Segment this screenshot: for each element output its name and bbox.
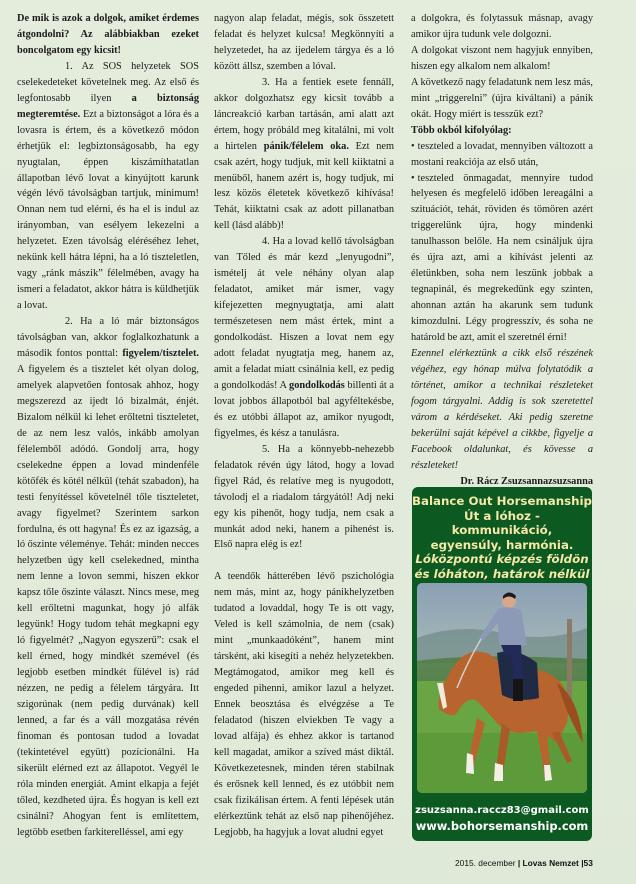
author-signature: Dr. Rácz Zsuzsannazsuzsanna <box>460 475 593 487</box>
footer-separator: | <box>581 858 584 868</box>
point-4-paragraph <box>214 234 394 441</box>
point-1-text: 1. Az SOS helyzetek SOS cselekedeteket követelnek meg. Az első és legfontosabb ilyen <box>17 60 199 104</box>
article-column-3 <box>411 11 593 490</box>
ad-title <box>412 494 592 552</box>
ad-title-line-3: egyensúly, harmónia. <box>430 537 574 552</box>
ad-subtitle <box>412 552 592 581</box>
continuation-paragraph: a dolgokra, és folytassuk másnap, avagy amikor újra tudunk vele dolgozni. <box>411 13 593 40</box>
point-4-text: 4. Ha a lovad kellő távolságban van Tőled és már kezd „lenyugodni”, ismételj át vele néhány olyan alap feladatot, amiket már ismer, vagy kifejezetten megnyugtatja, ami alatt természetesen nem mást értek, mint a gondolkodást. Hiszen a lovat nem egy adott feladat nyugtatja meg, hanem az, amit a feladat miatt csinálnia kell, ez pedig a gondolkodás! A <box>214 236 394 391</box>
intro-text: De mik is azok a dolgok, amiket érdemes átgondolni? Az alábbiakban ezeket boncolgatom egy kicsit! <box>17 13 199 56</box>
point-2-emphasis: figyelem/tisztelet. <box>122 348 199 360</box>
ad-email: zsuzsanna.raccz83@gmail.com <box>415 805 589 816</box>
paragraph-gap <box>214 553 394 569</box>
point-4-emphasis: gondolkodás <box>289 379 345 391</box>
closing-paragraph: Ezennel elérkeztünk a cikk első részének végéhez, egy hónap múlva folytatódik a történet, amikor a technikai részleteket fogom tárgyalni. Addig is sok szeretettel várom a kérdéseket. Aki pedig szeretne bekerülni saját képével a cikkbe, figyelje a Facebook oldalunkat, és kövesse a részleteket! <box>411 348 593 471</box>
reasons-heading <box>411 123 593 139</box>
reasons-heading-text: Több okból kifolyólag: <box>411 124 512 136</box>
ad-subtitle-line-1: Lóközpontú képzés földön <box>415 552 589 566</box>
intro-paragraph <box>17 11 199 59</box>
bullet-item: • teszteled önmagadat, mennyire tudod helyesen és megfelelő időben lereagálni a szituációt, tehát, röviden és tömören azért triggerelünk újra, hogy mindenki tanulhasson belőle. Ha nem csináljuk újra és újra azt, ami a kihívást jelenti az életünkben, soha nem leszünk jobbak a tegnapinál, és megrekedünk egy szinten, ahonnan aztán ha akarunk sem tudunk kimozdulni. Légy progresszív, és soha ne határold be azt, amit el szeretnél érni! <box>411 171 593 346</box>
article-column-1 <box>17 11 199 841</box>
point-3-text: 3. Ha a fentiek esete fennáll, akkor dolgozhatsz egy kicsit tovább a láncreakció karban tartásán, ami alatt azt értem, hogy próbáld meg kitalálni, mi volt a hirtelen <box>214 76 394 152</box>
paragraph: A következő nagy feladatunk nem lesz más, mint „triggerelni” (újra kiváltani) a pánik okát. Hogy miért is tesszük ezt? <box>411 76 593 120</box>
continuation-paragraph: nagyon alap feladat, mégis, sok összetett feladat és helyzet kulcsa! Megkönnyíti a helyzetedet, ha az ijedelem tárgya és a ló között állsz, szemben a lóval. <box>214 13 394 72</box>
ad-title-line-2: Út a lóhoz - kommunikáció, <box>451 508 553 537</box>
bullet-item: • teszteled a lovadat, mennyiben változott a mostani reakciója az első után, <box>411 139 593 171</box>
magazine-name: Lovas Nemzet <box>522 858 579 868</box>
ad-subtitle-line-2: és lóháton, határok nélkül <box>414 566 590 581</box>
paragraph: A dolgokat viszont nem hagyjuk ennyiben, hiszen egy alkalom nem alkalom! <box>411 44 593 72</box>
page-number: 53 <box>583 858 593 868</box>
psychology-paragraph: A teendők hátterében lévő pszichológia nem más, mint az, hogy pánikhelyzetben tudatod a lovaddal, hogy Te is ott vagy, Veled is kell számolnia, de nem (csak) mint „munkaadóként”, hanem mint társként, aki kisegíti a nehéz helyzetekben. Megtámogatod, amikor meg kell és engeded pihenni, amikor lazul a helyzet. Ennek beosztása és elvégzése a Te feladatod (hiszen elviekben Te vagy a lovad alfája) és ehhez akkor is tartanod kell magadat, amikor a szíved mást diktál. Következetesnek, minden téren stabilnak és erősnek kell lenned, és ez utóbbit nem csak fizikálisan értem. A fenti lépések után elérkeztünk tehát az első nap pihenőjéhez. Legjobb, ha hagyjuk a lovat aludni egyet <box>214 571 394 838</box>
point-5-paragraph: 5. Ha a könnyebb-nehezebb feladatok révén úgy látod, hogy a lovad figyel Rád, és relatíve meg is nyugodott, távolodj el a riadalom tárgyától! Adj neki egy kis pihenőt, hogy tudja, nem csak a munkát adod neki, hanem a pihenést is. Első napra elég is ez! <box>214 443 394 551</box>
ad-website: www.bohorsemanship.com <box>415 819 589 833</box>
point-2-text: 2. Ha a ló már biztonságos távolságban van, akkor foglalkozhatunk a második fontos ponttal: <box>17 316 199 360</box>
advertisement-box <box>412 487 592 841</box>
point-2-rest: A figyelem és a tisztelet két olyan dolog, amelyek alapvetően fontosak ahhoz, hogy megszerezd az ijedt ló bizalmát, énjét. Bizalom nélkül ki lehet erőltetni tiszteletet, de az nem lesz valós, inkább amolyan félelemből adódó. Gondolj arra, hogy cselekedne éppen a lovad mindenféle kötőfék és kötél nélkül (tehát szabadon), ha testi fenyítéssel követelnél tőle tiszteletet, avagy figyelmet? Szerintem sarkon fordulna, és ott hagyna! És ez az igazság, a ló őszinte véleménye. Tehát: minden necces helyzetben úgy kell cselekedned, mintha nem lenne a lovon semmi, hiszen ekkor kapsz tőle őszinte választ. Nincs mese, meg kell erőltetni magunkat, hogy jó alfák legyünk! Hogy tudom tehát megkapni egy ló figyelmét? „Nagyon egyszerű”: csak el kell érned, hogy mindkét szemével (és legjobb esetben mindkét fülével is) rád nézzen, ne pedig a félelem tárgyára. Itt szigorúnak (nem pedig durvának) kell lenned, a far és a váll mozgatása révén finoman és pontosan tudod a lovadat (tekintetével együtt) pozícionálni. Ha sikerült elérned ezt az állapotot. Vegyél le róla minden energiát. Amint elkapja a fejét tőled, kezdheted újra. És hogyan is kell ezt csinálni? Ahogyan fent is említettem, legtöbb esetben farkiterelléssel, ami egy <box>17 363 199 838</box>
point-1-paragraph <box>17 59 199 314</box>
footer-date: 2015. december <box>455 858 516 868</box>
ad-title-line-1: Balance Out Horsemanship <box>412 494 593 508</box>
point-3-paragraph <box>214 75 394 235</box>
article-column-2 <box>214 11 394 841</box>
point-3-rest: Ezt nem csak azért, hogy tudjuk, mit kell kiiktatni a menüből, hanem azért is, hogy tudjuk, mi lesz közös életetek következő kihívása! Tehát, kiiktatni csak az adott pillanatban kell (lásd alább)! <box>214 140 395 232</box>
footer-separator: | <box>517 858 521 868</box>
point-2-paragraph <box>17 314 199 840</box>
point-4-rest: billenti át a lovat jobbos állapotból bal agyféltekésbe, és ez utóbbi állapot az, amikor nyugodt, figyelmes, és kész a tanulásra. <box>214 379 394 439</box>
point-3-emphasis: pánik/félelem oka. <box>263 140 349 152</box>
point-1-rest: Ezt a biztonságot a lóra és a lovasra is értem, és a következő módon érhetjük el: legbiztonságosabb, ha egy nyugtalan, éppen kiszámíthatatlan állapotban lévő lovat a kinyújtott karunk végén lévő távolságban tartjuk, minimum! Onnan nem tud elérni, és ha el is indul az irányomban, van esélyem lekezelni a helyzetet. Ezen távolság eléréséhez lehet, nekünk kell hátra lépni, ha a ló tiszteletlen, vagy „ránk mászik” félelmében, avagy ha ismeri a feladatot, akkor hátra is küldhetjük a lovat. <box>17 108 199 312</box>
page-footer <box>455 858 593 868</box>
point-1-emphasis: a biztonság megteremtése. <box>17 92 199 120</box>
horse-rider-illustration <box>417 583 587 793</box>
horse-rider-photo <box>417 583 587 793</box>
